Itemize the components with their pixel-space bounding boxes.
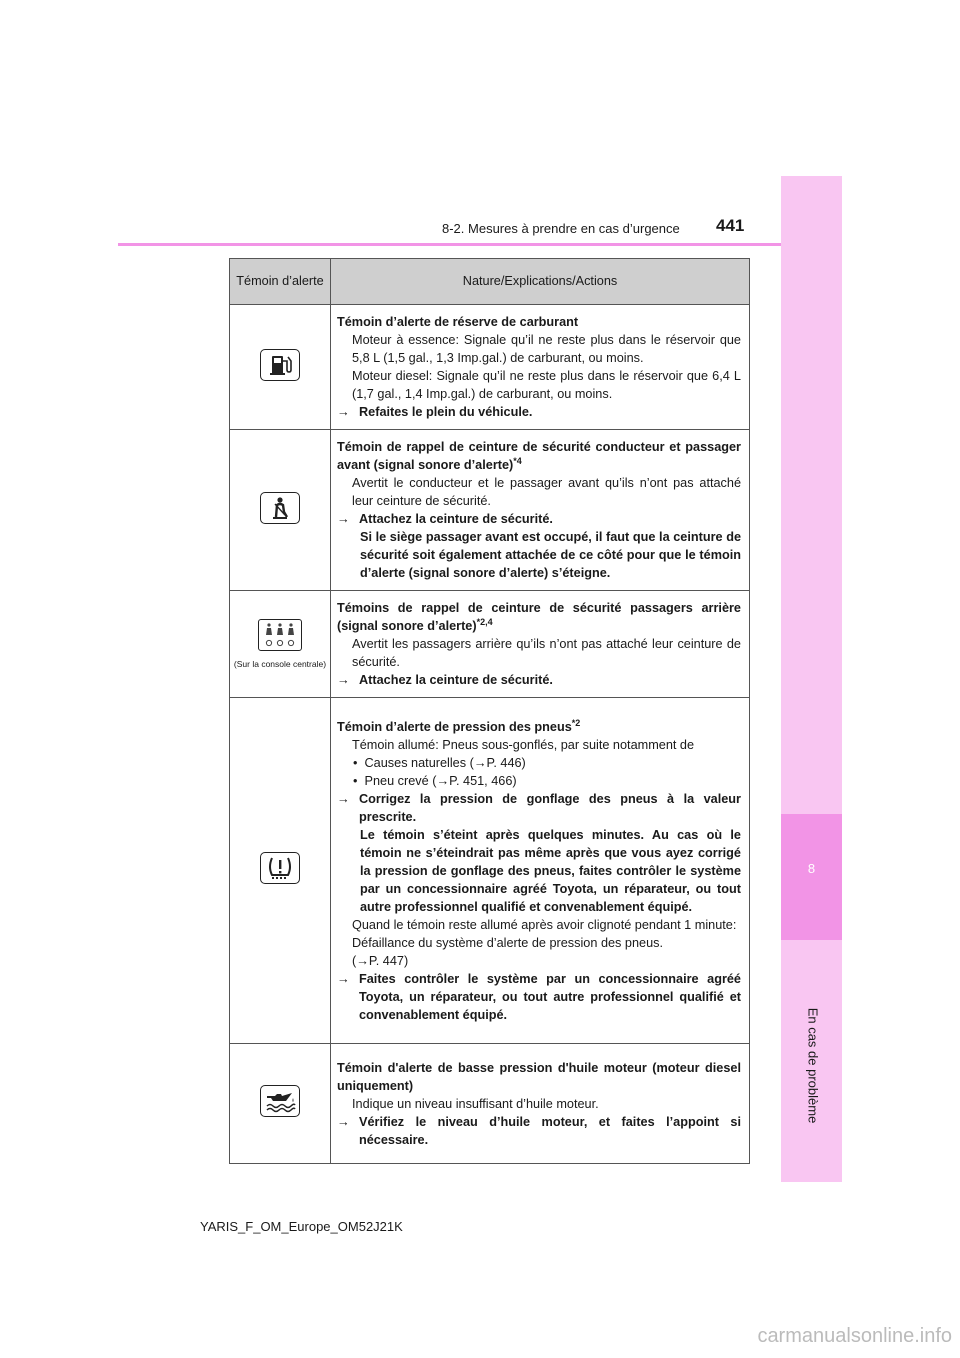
row-action: → Vérifiez le niveau d’huile moteur, et faites l’appoint si nécessaire. bbox=[337, 1114, 741, 1147]
icon-caption: (Sur la console centrale) bbox=[233, 659, 327, 669]
row-action-detail: Le témoin s’éteint après quelques minutes. Au cas où le témoin ne s’éteindrait pas même après que vous ayez corrigé la pression de gonflage des pneus, faites contrôler le système par un concessionnaire agréé Toyota, un réparateur, ou tout autre professionnel qualifié et convenablement équipé. bbox=[360, 827, 741, 914]
arrow-icon: → bbox=[337, 673, 350, 687]
col-header-icon: Témoin d’alerte bbox=[230, 259, 331, 305]
tire-pressure-icon bbox=[260, 852, 300, 884]
row-action: → Corrigez la pression de gonflage des pneus à la valeur prescrite. bbox=[337, 791, 741, 824]
arrow-icon: → bbox=[337, 971, 350, 986]
row-title: Témoin d'alerte de basse pression d'huile moteur (moteur diesel uniquement) bbox=[337, 1060, 741, 1093]
footer-doc-id: YARIS_F_OM_Europe_OM52J21K bbox=[200, 1219, 403, 1234]
chapter-number-block bbox=[781, 814, 842, 940]
rear-seatbelt-icon bbox=[258, 619, 302, 651]
chapter-label: En cas de problème bbox=[805, 1007, 821, 1124]
chapter-side-tab bbox=[781, 176, 842, 1182]
bullet-icon: • bbox=[353, 755, 358, 770]
bullet-icon: • bbox=[353, 773, 358, 788]
row-line: (→P. 447) bbox=[352, 953, 409, 968]
page-number: 441 bbox=[716, 216, 745, 235]
text-cell bbox=[331, 591, 750, 698]
footnote-ref: *2 bbox=[571, 717, 581, 728]
icon-cell bbox=[230, 591, 331, 698]
row-title: Témoin de rappel de ceinture de sécurité conducteur et passager avant (signal sonore d’alerte)$^{*4}$ bbox=[337, 440, 741, 472]
row-line: Avertit les passagers arrière qu’ils n’ont pas attaché leur ceinture de sécurité. bbox=[352, 637, 741, 669]
section-title: 8-2. Mesures à prendre en cas d’urgence bbox=[442, 221, 680, 236]
arrow-icon: → bbox=[337, 512, 350, 526]
icon-cell bbox=[230, 1044, 331, 1164]
row-action: → Faites contrôler le système par un concessionnaire agréé Toyota, un réparateur, ou tout autre professionnel qualifié et convenablement équipé. bbox=[337, 971, 741, 1022]
table-row bbox=[230, 305, 750, 430]
header-rule bbox=[118, 243, 781, 246]
row-line: Défaillance du système d’alerte de pression des pneus. bbox=[352, 935, 664, 950]
oil-pressure-icon bbox=[260, 1085, 300, 1117]
table-header-row bbox=[230, 259, 750, 305]
table-row bbox=[230, 591, 750, 698]
table-row bbox=[230, 1044, 750, 1164]
row-line: Moteur diesel: Signale qu’il ne reste plus dans le réservoir que 6,4 L (1,7 gal., 1,4 Imp.gal.) de carburant, ou moins. bbox=[352, 369, 741, 401]
row-line: Indique un niveau insuffisant d’huile moteur. bbox=[352, 1096, 599, 1111]
icon-cell bbox=[230, 698, 331, 1044]
row-action-detail: Si le siège passager avant est occupé, il faut que la ceinture de sécurité soit également attachée de ce côté pour que le témoin d’alerte (signal sonore d’alerte) s’éteigne. bbox=[360, 530, 741, 580]
seatbelt-icon bbox=[260, 492, 300, 524]
bullet-item: • Causes naturelles (→P. 446) bbox=[353, 755, 526, 770]
text-cell bbox=[331, 305, 750, 430]
arrow-icon: → bbox=[337, 791, 350, 806]
footnote-ref: *2,4 bbox=[476, 616, 493, 627]
icon-cell bbox=[230, 430, 331, 591]
col-header-text: Nature/Explications/Actions bbox=[331, 259, 750, 305]
text-cell bbox=[331, 430, 750, 591]
bullet-item: • Pneu crevé (→P. 451, 466) bbox=[353, 773, 517, 788]
row-line: Quand le témoin reste allumé après avoir clignoté pendant 1 minute: bbox=[352, 917, 737, 932]
row-action: → Refaites le plein du véhicule. bbox=[337, 405, 533, 419]
chapter-number: 8 bbox=[807, 861, 816, 876]
fuel-pump-icon bbox=[260, 349, 300, 381]
icon-cell bbox=[230, 305, 331, 430]
row-line: Avertit le conducteur et le passager avant qu’ils n’ont pas attaché leur ceinture de sécurité. bbox=[352, 476, 741, 508]
text-cell bbox=[331, 698, 750, 1044]
watermark: carmanualsonline.info bbox=[757, 1325, 952, 1347]
row-line: Témoin allumé: Pneus sous-gonflés, par suite notamment de bbox=[352, 737, 695, 752]
arrow-icon: → bbox=[337, 405, 350, 419]
footnote-ref: *4 bbox=[513, 455, 522, 466]
arrow-icon: → bbox=[337, 1114, 350, 1129]
row-action: → Attachez la ceinture de sécurité. bbox=[337, 512, 553, 526]
row-line: Moteur à essence: Signale qu’il ne reste plus dans le réservoir que 5,8 L (1,5 gal., 1,3 Imp.gal.) de carburant, ou moins. bbox=[352, 333, 741, 365]
warning-lights-table bbox=[229, 258, 750, 1164]
row-title: Témoins de rappel de ceinture de sécurité passagers arrière (signal sonore d’alerte)$^{*2,4}$ bbox=[337, 601, 741, 633]
table-row bbox=[230, 698, 750, 1044]
row-action: → Attachez la ceinture de sécurité. bbox=[337, 673, 553, 687]
row-title: Témoin d’alerte de réserve de carburant bbox=[337, 315, 579, 329]
table-row bbox=[230, 430, 750, 591]
row-title: Témoin d’alerte de pression des pneus$^{*2}$ bbox=[337, 717, 581, 734]
chapter-label-wrap bbox=[803, 966, 819, 1166]
text-cell bbox=[331, 1044, 750, 1164]
